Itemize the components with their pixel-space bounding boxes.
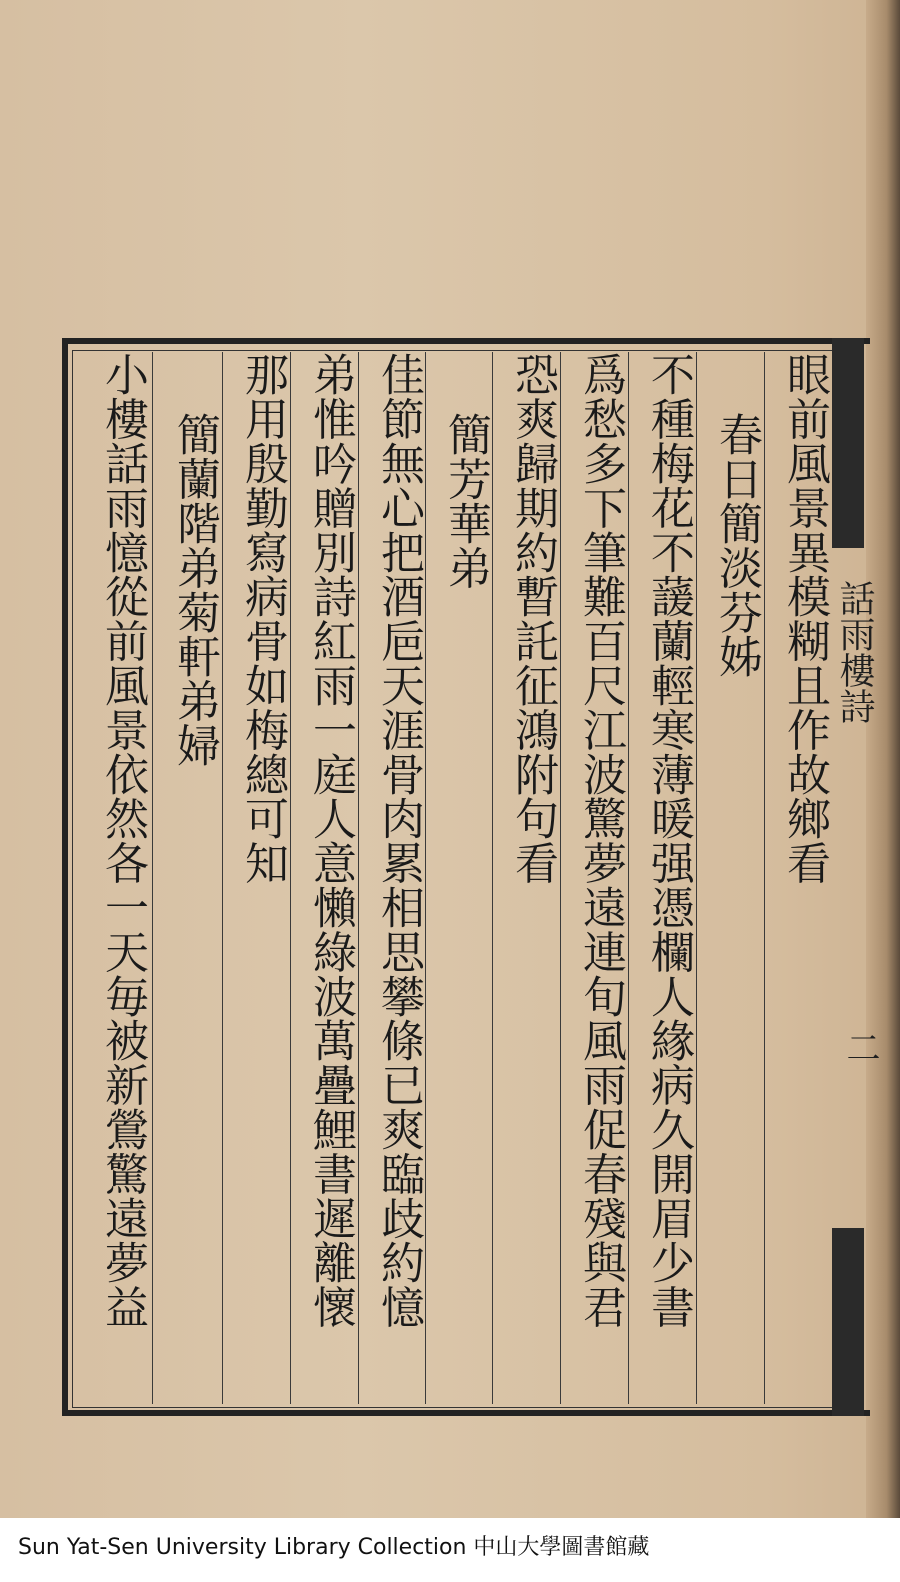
column-rule [560,352,561,1404]
column-rule [358,352,359,1404]
page-number: 二 [840,1030,880,1064]
column-rule [152,352,153,1404]
column-rule [764,352,765,1404]
column-rule [222,352,223,1404]
column-rule [696,352,697,1404]
text-column-3: 不種梅花不蘐蘭輕寒薄暖强憑欄人緣病久開眉少書 [643,352,694,1329]
text-column-11: 小樓話雨憶從前風景依然各一天毎被新鶯驚遠夢益 [97,352,148,1329]
text-column-1: 眼前風景異模糊且作故鄉看 [779,352,830,885]
text-column-8: 弟惟吟贈別詩紅雨一庭人意懶綠波萬疊鯉書遲離懷 [305,352,356,1329]
text-column-7: 佳節無心把酒巵天涯骨肉累相思攀條已爽臨歧約憶 [373,352,424,1329]
book-title: 話雨樓詩 [834,580,875,724]
center-fold-margin [832,338,864,1416]
fish-tail-mark-top [832,338,864,548]
page-edge [866,0,900,1582]
column-rule [290,352,291,1404]
poem-title-column: 春日簡淡芬姊 [711,412,762,679]
poem-title-column: 簡蘭階弟菊軒弟婦 [169,412,220,768]
fish-tail-mark-bottom [832,1228,864,1416]
text-column-5: 恐爽歸期約暫託征鴻附句看 [507,352,558,885]
collection-caption: Sun Yat-Sen University Library Collection 中山大學圖書館藏 [18,1535,650,1560]
text-column-4: 爲愁多下筆難百尺江波驚夢遠連旬風雨促春殘與君 [575,352,626,1329]
column-rule [628,352,629,1404]
text-column-9: 那用殷勤寫病骨如梅總可知 [237,352,288,885]
poem-title-column: 簡芳華弟 [440,412,491,590]
